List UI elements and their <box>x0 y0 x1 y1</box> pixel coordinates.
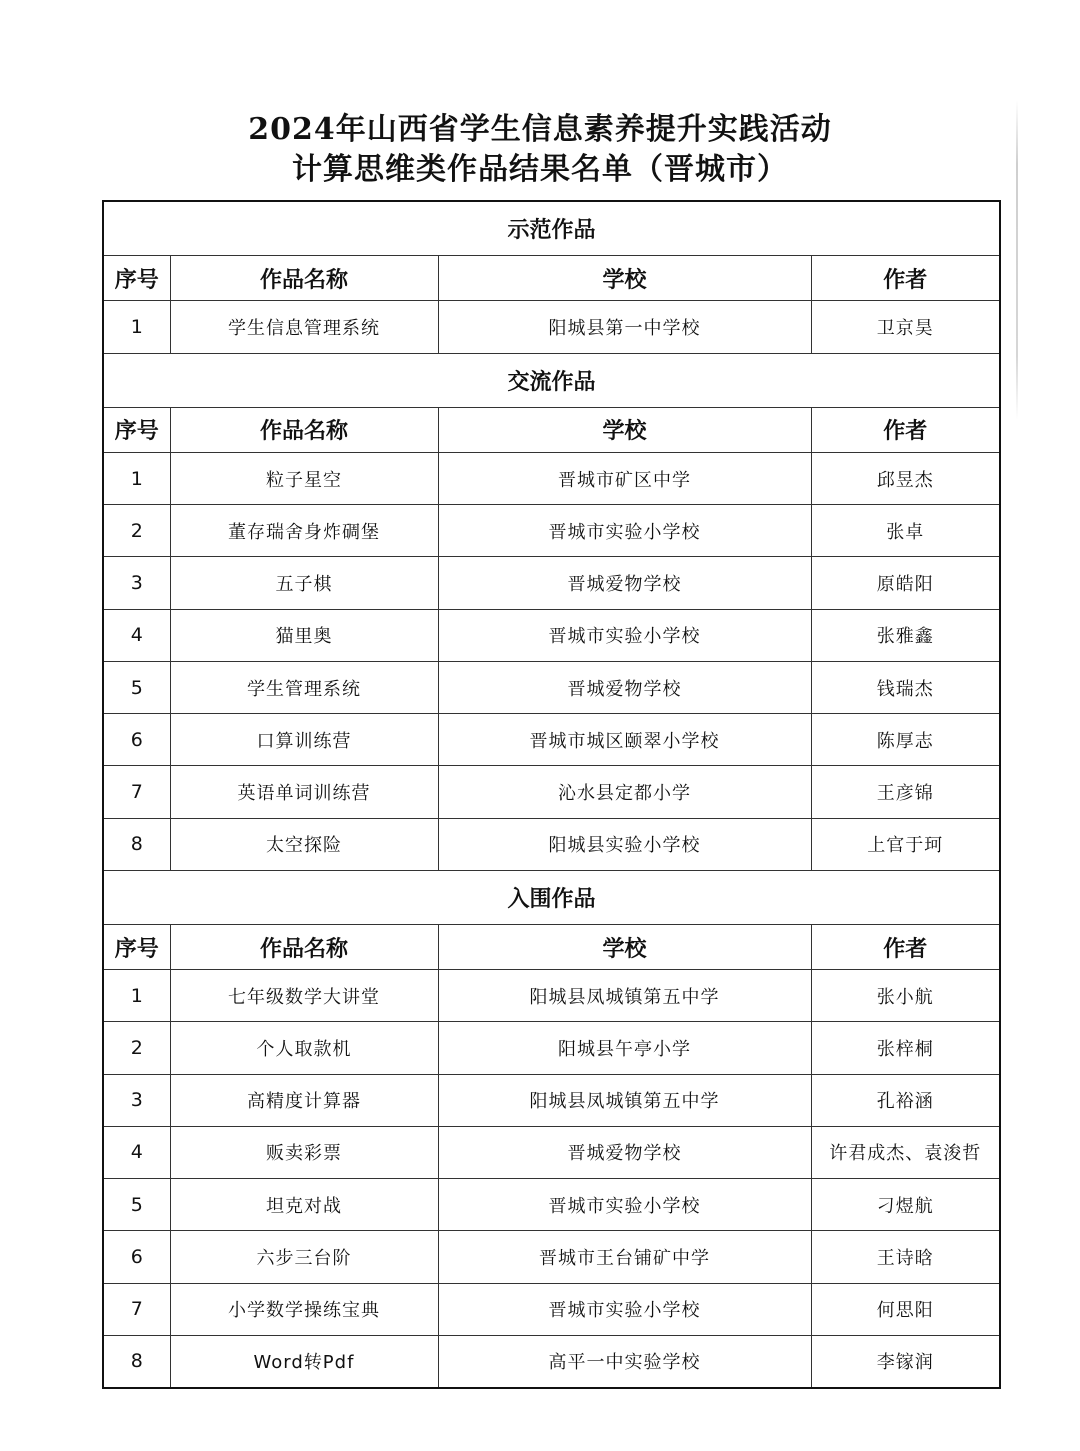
cell-index: 6 <box>103 1231 170 1283</box>
table-row <box>103 557 1000 609</box>
cell-author: 原皓阳 <box>811 557 1000 609</box>
column-header-row <box>103 256 1000 301</box>
cell-author: 邱昱杰 <box>811 453 1000 505</box>
cell-index: 8 <box>103 1335 170 1388</box>
column-header-author: 作者 <box>811 925 1000 970</box>
column-header-school: 学校 <box>438 256 811 301</box>
column-header-index: 序号 <box>103 925 170 970</box>
document-title-line-1: 2024年山西省学生信息素养提升实践活动 <box>248 112 832 147</box>
cell-work-title: 坦克对战 <box>170 1179 438 1231</box>
table-row <box>103 609 1000 661</box>
results-table <box>102 200 1001 1389</box>
cell-school: 阳城县第一中学校 <box>438 301 811 353</box>
cell-work-title: 董存瑞舍身炸碉堡 <box>170 505 438 557</box>
column-header-index: 序号 <box>103 256 170 301</box>
cell-author: 王诗晗 <box>811 1231 1000 1283</box>
table-row <box>103 714 1000 766</box>
column-header-author: 作者 <box>811 256 1000 301</box>
cell-index: 4 <box>103 609 170 661</box>
table-row <box>103 1335 1000 1388</box>
cell-index: 7 <box>103 766 170 818</box>
column-header-author: 作者 <box>811 407 1000 452</box>
cell-author: 李镓润 <box>811 1335 1000 1388</box>
cell-index: 1 <box>103 301 170 353</box>
document-title-line-2: 计算思维类作品结果名单（晋城市） <box>292 152 788 187</box>
cell-index: 2 <box>103 1022 170 1074</box>
column-header-work: 作品名称 <box>170 925 438 970</box>
cell-work-title: 贩卖彩票 <box>170 1126 438 1178</box>
cell-index: 4 <box>103 1126 170 1178</box>
table-row <box>103 818 1000 870</box>
cell-school: 晋城爱物学校 <box>438 557 811 609</box>
cell-index: 1 <box>103 453 170 505</box>
cell-work-title: 口算训练营 <box>170 714 438 766</box>
cell-author: 张梓桐 <box>811 1022 1000 1074</box>
table-row <box>103 301 1000 353</box>
cell-school: 晋城市实验小学校 <box>438 1283 811 1335</box>
cell-author: 何思阳 <box>811 1283 1000 1335</box>
table-row <box>103 766 1000 818</box>
table-row <box>103 1283 1000 1335</box>
table-row <box>103 1074 1000 1126</box>
table-row <box>103 453 1000 505</box>
column-header-work: 作品名称 <box>170 407 438 452</box>
cell-author: 上官于珂 <box>811 818 1000 870</box>
cell-school: 高平一中实验学校 <box>438 1335 811 1388</box>
cell-author: 陈厚志 <box>811 714 1000 766</box>
cell-school: 阳城县凤城镇第五中学 <box>438 970 811 1022</box>
cell-school: 晋城市王台铺矿中学 <box>438 1231 811 1283</box>
cell-index: 7 <box>103 1283 170 1335</box>
cell-work-title: 太空探险 <box>170 818 438 870</box>
cell-school: 晋城市实验小学校 <box>438 505 811 557</box>
cell-author: 张卓 <box>811 505 1000 557</box>
cell-work-title: 六步三台阶 <box>170 1231 438 1283</box>
cell-school: 阳城县午亭小学 <box>438 1022 811 1074</box>
section-header-row <box>103 201 1000 256</box>
section-title: 示范作品 <box>103 201 1000 256</box>
table-row <box>103 1231 1000 1283</box>
cell-work-title: 学生管理系统 <box>170 661 438 713</box>
table-row <box>103 505 1000 557</box>
cell-index: 5 <box>103 1179 170 1231</box>
cell-index: 1 <box>103 970 170 1022</box>
cell-author: 钱瑞杰 <box>811 661 1000 713</box>
cell-school: 阳城县实验小学校 <box>438 818 811 870</box>
cell-author: 张雅鑫 <box>811 609 1000 661</box>
cell-work-title: 高精度计算器 <box>170 1074 438 1126</box>
cell-work-title: 五子棋 <box>170 557 438 609</box>
cell-school: 晋城市实验小学校 <box>438 1179 811 1231</box>
cell-index: 2 <box>103 505 170 557</box>
cell-work-title: Word转Pdf <box>170 1335 438 1388</box>
cell-index: 3 <box>103 1074 170 1126</box>
cell-author: 张小航 <box>811 970 1000 1022</box>
cell-author: 许君成杰、袁浚哲 <box>811 1126 1000 1178</box>
cell-author: 王彦锦 <box>811 766 1000 818</box>
column-header-school: 学校 <box>438 407 811 452</box>
section-header-row <box>103 870 1000 924</box>
column-header-index: 序号 <box>103 407 170 452</box>
table-row <box>103 970 1000 1022</box>
section-title: 交流作品 <box>103 353 1000 407</box>
cell-school: 晋城爱物学校 <box>438 1126 811 1178</box>
cell-school: 晋城爱物学校 <box>438 661 811 713</box>
section-title: 入围作品 <box>103 870 1000 924</box>
column-header-row <box>103 407 1000 452</box>
table-row <box>103 1179 1000 1231</box>
table-row <box>103 1022 1000 1074</box>
cell-work-title: 小学数学操练宝典 <box>170 1283 438 1335</box>
cell-school: 晋城市矿区中学 <box>438 453 811 505</box>
cell-author: 卫京昊 <box>811 301 1000 353</box>
cell-author: 刁煜航 <box>811 1179 1000 1231</box>
cell-index: 3 <box>103 557 170 609</box>
table-row <box>103 661 1000 713</box>
cell-school: 晋城市实验小学校 <box>438 609 811 661</box>
cell-index: 6 <box>103 714 170 766</box>
table-row <box>103 1126 1000 1178</box>
column-header-row <box>103 925 1000 970</box>
cell-school: 阳城县凤城镇第五中学 <box>438 1074 811 1126</box>
cell-work-title: 学生信息管理系统 <box>170 301 438 353</box>
cell-author: 孔裕涵 <box>811 1074 1000 1126</box>
cell-work-title: 猫里奥 <box>170 609 438 661</box>
cell-work-title: 个人取款机 <box>170 1022 438 1074</box>
column-header-school: 学校 <box>438 925 811 970</box>
cell-work-title: 英语单词训练营 <box>170 766 438 818</box>
cell-school: 沁水县定都小学 <box>438 766 811 818</box>
cell-work-title: 粒子星空 <box>170 453 438 505</box>
cell-index: 8 <box>103 818 170 870</box>
section-header-row <box>103 353 1000 407</box>
cell-school: 晋城市城区颐翠小学校 <box>438 714 811 766</box>
column-header-work: 作品名称 <box>170 256 438 301</box>
cell-work-title: 七年级数学大讲堂 <box>170 970 438 1022</box>
results-table-body <box>103 201 1000 1388</box>
cell-index: 5 <box>103 661 170 713</box>
